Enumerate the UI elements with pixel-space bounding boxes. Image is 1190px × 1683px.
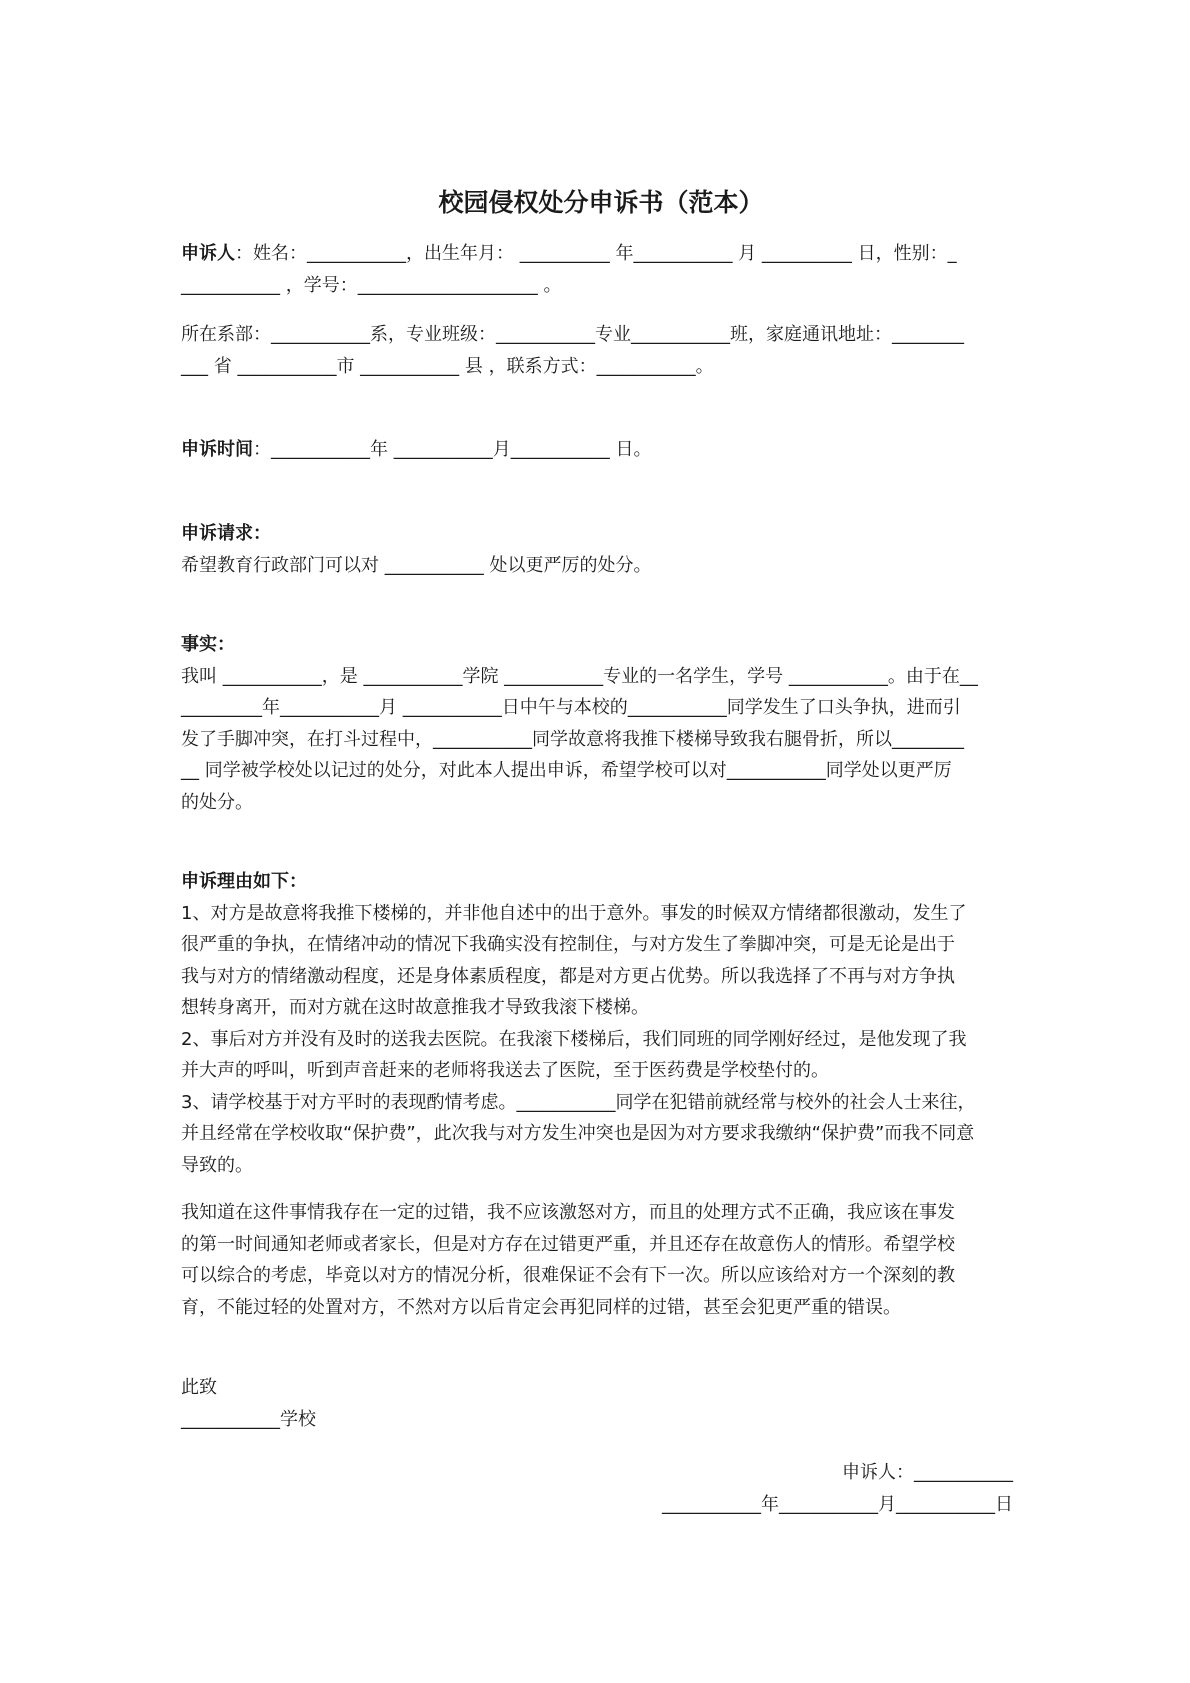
- reasons-line-5: 2、事后对方并没有及时的送我去医院。在我滚下楼梯后，我们同班的同学刚好经过，是他发现了我: [181, 1028, 967, 1050]
- reasons-line-2: 很严重的争执，在情绪冲动的情况下我确实没有控制住，与对方发生了拳脚冲突，可是无论是出于: [181, 934, 955, 955]
- closing-line-1: 我知道在这件事情我存在一定的过错，我不应该激怒对方，而且的处理方式不正确，我应该在事发: [181, 1202, 955, 1223]
- reasons-line-6: 并大声的呼叫，听到声音赶来的老师将我送去了医院，至于医药费是学校垫付的。: [181, 1060, 829, 1081]
- signature-applicant: 申诉人：___________: [842, 1462, 1013, 1483]
- facts-line-4: __ 同学被学校处以记过的处分，对此本人提出申诉，希望学校可以对___________同学处以更严厉: [181, 760, 952, 781]
- document-title: 校园侵权处分申诉书（范本）: [438, 188, 764, 217]
- facts-heading: 事实：: [181, 634, 235, 655]
- closing-paragraph: [181, 1197, 1021, 1323]
- applicant-line-2: ___________ ，学号：____________________ 。: [181, 274, 562, 296]
- closing-line-4: 育，不能过轻的处置对方，不然对方以后肯定会再犯同样的过错，甚至会犯更严重的错误。: [181, 1296, 901, 1318]
- applicant-label: 申诉人: [181, 243, 235, 264]
- reasons-line-3: 我与对方的情绪激动程度，还是身体素质程度，都是对方更占优势。所以我选择了不再与对方争执: [181, 965, 955, 987]
- signature-date: ___________年___________月___________日: [662, 1493, 1013, 1515]
- department-line-1: 所在系部：___________系，专业班级：___________专业___________班，家庭通讯地址：________: [181, 324, 964, 345]
- department-info: [181, 319, 1021, 382]
- salutation: [181, 1372, 1021, 1435]
- facts: [181, 629, 1021, 818]
- applicant-fields-1: ：姓名：___________，出生年月： __________ 年___________ 月 __________ 日，性别：_: [235, 243, 957, 264]
- facts-line-3: 发了手脚冲突，在打斗过程中，___________同学故意将我推下楼梯导致我右腿骨折，所以________: [181, 728, 964, 750]
- appeal-reasons: [181, 866, 1021, 1181]
- request-text: 希望教育行政部门可以对 ___________ 处以更严厉的处分。: [181, 554, 652, 576]
- reasons-line-9: 导致的。: [181, 1154, 253, 1176]
- facts-line-5: 的处分。: [181, 791, 253, 813]
- reasons-heading: 申诉理由如下：: [181, 871, 307, 892]
- signature-block: [181, 1457, 1013, 1520]
- reasons-line-8: 并且经常在学校收取“保护费”，此次我与对方发生冲突也是因为对方要求我缴纳“保护费”而我不同意: [181, 1123, 975, 1144]
- appeal-time-label: 申诉时间: [181, 439, 253, 460]
- department-line-2: ___ 省 ___________市 ___________ 县 ，联系方式：___________。: [181, 355, 714, 377]
- reasons-line-1: 1、对方是故意将我推下楼梯的，并非他自述中的出于意外。事发的时候双方情绪都很激动，发生了: [181, 902, 967, 924]
- salutation-line-2: ___________学校: [181, 1408, 316, 1430]
- appeal-request: [181, 518, 1021, 581]
- request-heading: 申诉请求：: [181, 523, 271, 544]
- salutation-line-1: 此致: [181, 1377, 217, 1398]
- closing-line-3: 可以综合的考虑，毕竟以对方的情况分析，很难保证不会有下一次。所以应该给对方一个深刻的教: [181, 1265, 955, 1286]
- reasons-line-4: 想转身离开，而对方就在这时故意推我才导致我滚下楼梯。: [181, 997, 649, 1018]
- applicant-info: [181, 238, 1021, 301]
- facts-line-1: 我叫 ___________，是 ___________学院 ___________专业的一名学生，学号 ___________。由于在__: [181, 665, 978, 687]
- appeal-time-line: [181, 434, 1021, 466]
- reasons-line-7: 3、请学校基于对方平时的表现酌情考虑。___________同学在犯错前就经常与校外的社会人士来往，: [181, 1091, 976, 1113]
- appeal-time: [181, 434, 1021, 466]
- closing-line-2: 的第一时间通知老师或者家长，但是对方存在过错更严重，并且还存在故意伤人的情形。希望学校: [181, 1233, 955, 1255]
- appeal-time-fields: ：___________年 ___________月___________ 日。: [253, 439, 652, 460]
- facts-line-2: _________年___________月 ___________日中午与本校的___________同学发生了口头争执，进而引: [181, 697, 961, 718]
- applicant-line-1: [181, 238, 1021, 270]
